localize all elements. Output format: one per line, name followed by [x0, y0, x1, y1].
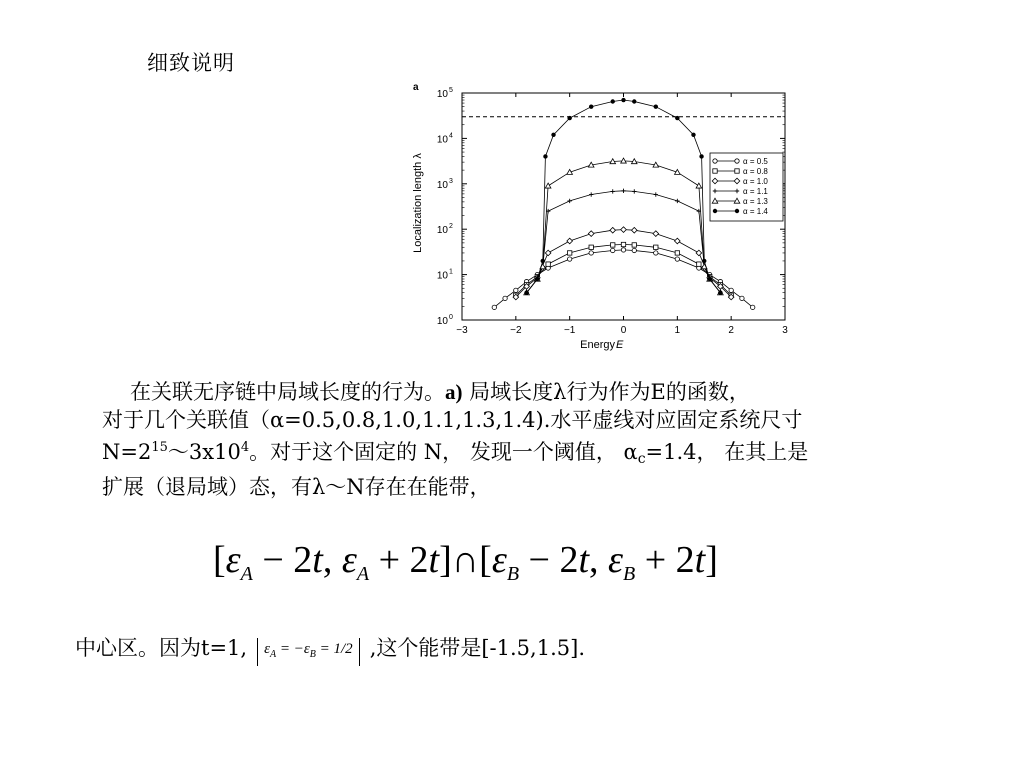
f-plus2: + 2	[635, 539, 695, 581]
data-point-5	[621, 98, 625, 102]
y-tick-exponent: 4	[449, 132, 453, 140]
x-tick-label: 1	[674, 325, 681, 336]
legend-entry: α = 1.3	[743, 197, 768, 206]
data-point-2	[545, 250, 551, 256]
data-point-2	[621, 227, 627, 233]
band-intersection-formula	[213, 538, 718, 586]
f-t1: t	[312, 539, 323, 581]
f-comma1: ,	[322, 539, 342, 581]
data-point-0	[514, 288, 518, 292]
data-point-5	[567, 116, 571, 120]
data-point-4	[696, 183, 702, 188]
bottom-text	[75, 632, 585, 666]
legend-marker	[735, 209, 739, 213]
caption-l3-sub: c	[637, 451, 646, 467]
x-axis-label	[580, 339, 615, 351]
y-tick-label: 10	[436, 89, 448, 100]
legend-entry: α = 1.4	[743, 207, 768, 216]
series-line-3	[527, 191, 721, 293]
y-tick-label: 10	[436, 316, 448, 327]
data-point-5	[524, 290, 528, 294]
data-point-5	[699, 154, 703, 158]
slide-title: 细致说明	[147, 51, 235, 75]
f-t4: t	[694, 539, 706, 581]
data-point-1	[546, 262, 550, 266]
y-tick-label: 10	[436, 134, 448, 146]
inline-equation	[257, 638, 360, 666]
f-eps3: ε	[491, 539, 507, 581]
f-t2: t	[428, 539, 440, 581]
caption-line-2: 对于几个关联值（α=0.5,0.8,1.0,1.1,1.3,1.4).水平虚线对应固定系统尺寸	[102, 408, 803, 432]
f-open2: [	[479, 539, 492, 581]
data-point-1	[632, 243, 636, 247]
caption-l1-a: 在关联无序链中局域长度的行为。	[130, 380, 445, 404]
x-tick-label: −1	[563, 325, 576, 336]
series-line-0	[494, 250, 752, 307]
data-point-0	[589, 251, 593, 255]
data-point-4	[621, 158, 627, 163]
data-point-0	[740, 296, 744, 300]
data-point-3	[675, 199, 679, 203]
data-point-2	[653, 231, 659, 237]
legend-marker	[713, 159, 717, 163]
y-tick-exponent: 1	[449, 268, 453, 276]
figure-caption	[102, 378, 992, 501]
caption-line-3	[102, 434, 992, 473]
data-point-1	[675, 251, 679, 255]
f-sub3: B	[506, 563, 520, 585]
data-point-1	[567, 251, 571, 255]
legend-entry: α = 0.5	[743, 157, 768, 166]
x-tick-label: 2	[728, 325, 734, 336]
data-point-5	[535, 277, 539, 281]
data-point-5	[718, 290, 722, 294]
data-point-2	[631, 227, 637, 233]
bottom-text-a: 中心区。因为t=1,	[75, 636, 248, 660]
data-point-1	[589, 245, 593, 249]
f-eps1: ε	[225, 539, 241, 581]
f-eps4: ε	[608, 539, 624, 581]
data-point-1	[697, 262, 701, 266]
caption-l3-c: 。对于这个固定的 N， 发现一个阈值， α	[249, 440, 638, 464]
data-point-5	[702, 259, 706, 263]
data-point-2	[696, 250, 702, 256]
f-close1: ]	[439, 539, 452, 581]
data-point-2	[567, 238, 573, 244]
plot-layer	[437, 87, 788, 336]
data-point-0	[611, 248, 615, 252]
y-tick-exponent: 2	[449, 223, 453, 231]
f-minus1: − 2	[252, 539, 313, 581]
data-point-5	[654, 104, 658, 108]
data-point-3	[654, 192, 658, 196]
x-tick-label: −2	[510, 325, 522, 336]
caption-l3-d: =1.4， 在其上是	[645, 440, 809, 464]
legend-entry: α = 1.0	[743, 177, 768, 186]
data-point-0	[654, 251, 658, 255]
f-sub2: A	[356, 563, 370, 585]
caption-l1-b: 局域长度λ行为作为E的函数，	[462, 380, 750, 404]
caption-l3-sup2: 4	[240, 440, 250, 455]
x-axis-label-text: Energy	[580, 339, 615, 351]
eq-end: = 1/2	[315, 641, 353, 657]
f-t3: t	[578, 539, 590, 581]
caption-line-1	[102, 378, 992, 406]
data-point-3	[611, 189, 615, 193]
bottom-text-b: ,这个能带是[-1.5,1.5].	[369, 636, 585, 660]
caption-line-4: 扩展（退局域）态，有λ～N存在在能带，	[102, 475, 491, 499]
caption-l3-a: N=2	[102, 440, 152, 464]
data-point-3	[567, 199, 571, 203]
f-plus1: + 2	[369, 539, 429, 581]
eq-sub-b: B	[309, 649, 316, 660]
y-tick-exponent: 3	[449, 177, 453, 185]
legend-marker	[735, 169, 739, 173]
data-point-0	[503, 296, 507, 300]
x-tick-label: −3	[456, 325, 468, 336]
data-point-5	[707, 277, 711, 281]
legend-marker	[713, 209, 717, 213]
f-close2: ]	[705, 539, 718, 581]
data-point-1	[621, 242, 625, 246]
data-point-3	[632, 189, 636, 193]
data-point-4	[545, 183, 551, 188]
data-point-5	[543, 154, 547, 158]
caption-l3-sup1: 15	[151, 440, 168, 455]
x-tick-label: 0	[620, 325, 627, 336]
data-point-0	[632, 248, 636, 252]
data-point-3	[621, 189, 625, 193]
eq-sub-a: A	[270, 649, 277, 660]
legend-marker	[713, 169, 717, 173]
f-minus2: − 2	[519, 539, 579, 581]
f-eps2: ε	[341, 539, 357, 581]
y-tick-exponent: 0	[449, 314, 453, 321]
y-tick-label: 10	[436, 270, 448, 282]
x-axis-label-var: E	[616, 339, 624, 351]
data-point-3	[589, 192, 593, 196]
panel-label: a	[413, 82, 419, 93]
data-point-0	[675, 257, 679, 261]
data-point-5	[632, 99, 636, 103]
localization-chart-svg	[405, 78, 795, 358]
data-point-2	[675, 238, 681, 244]
data-point-2	[610, 227, 616, 233]
data-point-0	[751, 305, 755, 309]
data-point-0	[621, 248, 625, 252]
y-axis-label: Localization length λ	[412, 153, 424, 253]
data-point-5	[675, 116, 679, 120]
eq-eps-a: ε	[264, 641, 270, 657]
f-sub1: A	[240, 563, 253, 585]
data-point-1	[654, 245, 658, 249]
y-tick-exponent: 5	[449, 87, 453, 94]
legend-entry: α = 1.1	[743, 187, 768, 196]
f-open1: [	[213, 539, 226, 581]
caption-l3-b: ～3x10	[167, 440, 241, 464]
data-point-2	[588, 231, 594, 237]
legend-marker	[735, 159, 739, 163]
data-point-5	[541, 259, 545, 263]
eq-eps-b: ε	[303, 641, 310, 657]
series-line-5	[527, 100, 721, 293]
legend-entry: α = 0.8	[743, 167, 768, 176]
data-point-0	[729, 288, 733, 292]
f-comma2: ,	[589, 539, 609, 581]
data-point-1	[611, 243, 615, 247]
data-point-5	[589, 104, 593, 108]
data-point-5	[611, 99, 615, 103]
y-tick-label: 10	[436, 179, 448, 191]
f-sub4: B	[623, 563, 636, 585]
localization-length-figure	[405, 78, 795, 358]
data-point-0	[492, 305, 496, 309]
caption-l1-bold: a)	[445, 380, 463, 404]
eq-mid: = −	[276, 641, 304, 657]
data-point-5	[691, 133, 695, 137]
y-tick-label: 10	[436, 225, 448, 237]
data-point-5	[551, 133, 555, 137]
x-tick-label: 3	[782, 325, 788, 336]
data-point-0	[567, 257, 571, 261]
intersection-symbol: ∩	[451, 539, 480, 581]
